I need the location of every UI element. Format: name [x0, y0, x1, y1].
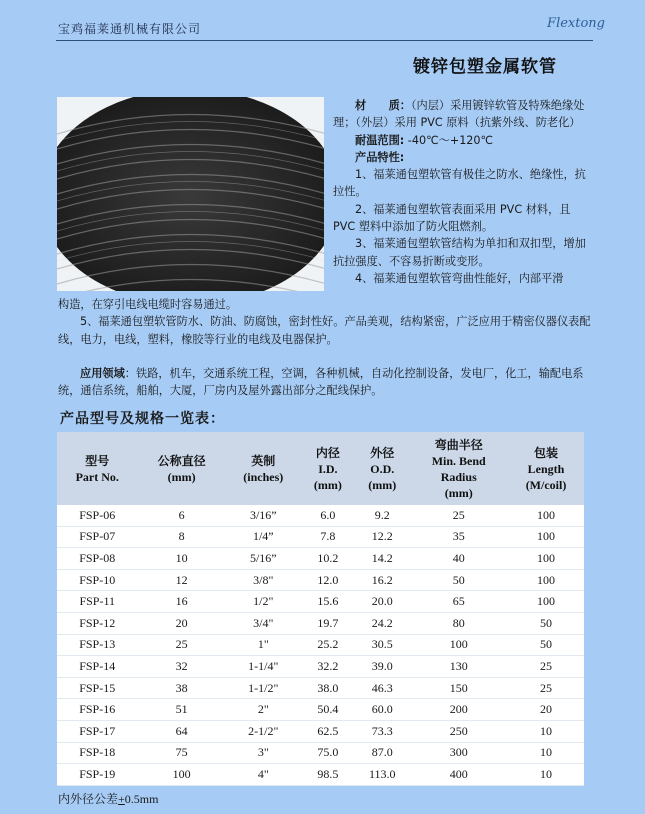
cell-inner-diameter: 10.2 — [301, 548, 355, 570]
cell-nominal-diameter: 10 — [137, 548, 225, 570]
cell-part-no: FSP-06 — [57, 505, 137, 526]
cell-inner-diameter: 32.2 — [301, 656, 355, 678]
cell-nominal-diameter: 75 — [137, 742, 225, 764]
table-row — [57, 569, 584, 591]
cell-inner-diameter: 25.2 — [301, 634, 355, 656]
company-name: 宝鸡福莱通机械有限公司 — [58, 22, 202, 36]
cell-outer-diameter: 24.2 — [355, 612, 409, 634]
cell-bend-radius: 400 — [409, 764, 508, 786]
cell-bend-radius: 100 — [409, 634, 508, 656]
cell-packaging-length: 100 — [508, 548, 584, 570]
cell-bend-radius: 250 — [409, 720, 508, 742]
temperature-label: 耐温范围: — [355, 133, 405, 147]
cell-nominal-diameter: 51 — [137, 699, 225, 721]
cell-part-no: FSP-08 — [57, 548, 137, 570]
cell-inches: 1-1/4" — [226, 656, 301, 678]
column-header-inches: 英制 (inches) — [226, 432, 301, 505]
cell-nominal-diameter: 6 — [137, 505, 225, 526]
cell-outer-diameter: 9.2 — [355, 505, 409, 526]
column-header-inner-diameter: 内径 I.D. (mm) — [301, 432, 355, 505]
material-label: 材 质： — [355, 99, 411, 112]
cell-outer-diameter: 20.0 — [355, 591, 409, 613]
cell-packaging-length: 10 — [508, 742, 584, 764]
cell-nominal-diameter: 25 — [137, 634, 225, 656]
cell-packaging-length: 10 — [508, 764, 584, 786]
cell-inches: 1/4” — [226, 526, 301, 548]
feature-4-continuation — [58, 296, 596, 348]
cell-bend-radius: 150 — [409, 677, 508, 699]
footnote-prefix: 内外径公差 — [58, 792, 119, 806]
cell-packaging-length: 25 — [508, 677, 584, 699]
column-header-nominal-diameter: 公称直径 (mm) — [137, 432, 225, 505]
table-row — [57, 764, 584, 786]
cell-outer-diameter: 113.0 — [355, 764, 409, 786]
cell-nominal-diameter: 16 — [137, 591, 225, 613]
cell-inches: 2" — [226, 699, 301, 721]
cell-outer-diameter: 46.3 — [355, 677, 409, 699]
cell-nominal-diameter: 12 — [137, 569, 225, 591]
cell-part-no: FSP-19 — [57, 764, 137, 786]
cell-outer-diameter: 12.2 — [355, 526, 409, 548]
table-row — [57, 742, 584, 764]
footnote-suffix: 0.5mm — [124, 792, 159, 806]
table-row — [57, 656, 584, 678]
cell-inches: 4" — [226, 764, 301, 786]
cell-bend-radius: 300 — [409, 742, 508, 764]
cell-packaging-length: 100 — [508, 526, 584, 548]
cell-outer-diameter: 87.0 — [355, 742, 409, 764]
cell-nominal-diameter: 100 — [137, 764, 225, 786]
table-row — [57, 612, 584, 634]
cell-bend-radius: 80 — [409, 612, 508, 634]
cell-inches: 3/4" — [226, 612, 301, 634]
table-row — [57, 634, 584, 656]
table-row — [57, 699, 584, 721]
cell-inner-diameter: 6.0 — [301, 505, 355, 526]
cell-packaging-length: 100 — [508, 591, 584, 613]
cell-outer-diameter: 14.2 — [355, 548, 409, 570]
cell-part-no: FSP-16 — [57, 699, 137, 721]
cell-nominal-diameter: 64 — [137, 720, 225, 742]
cell-packaging-length: 25 — [508, 656, 584, 678]
cell-outer-diameter: 39.0 — [355, 656, 409, 678]
cell-inches: 5/16” — [226, 548, 301, 570]
cell-inner-diameter: 38.0 — [301, 677, 355, 699]
cell-part-no: FSP-17 — [57, 720, 137, 742]
table-row — [57, 526, 584, 548]
cell-bend-radius: 130 — [409, 656, 508, 678]
table-row — [57, 720, 584, 742]
cell-part-no: FSP-18 — [57, 742, 137, 764]
cell-inches: 1-1/2" — [226, 677, 301, 699]
table-row — [57, 677, 584, 699]
cell-bend-radius: 50 — [409, 569, 508, 591]
cell-inner-diameter: 15.6 — [301, 591, 355, 613]
cell-nominal-diameter: 8 — [137, 526, 225, 548]
coiled-hose-image — [57, 97, 324, 291]
material-text: （内层）采用镀锌软管及特殊绝缘处理；（外层）采用 PVC 原料（抗紫外线、防老化） — [333, 99, 585, 130]
cell-inner-diameter: 75.0 — [301, 742, 355, 764]
cell-outer-diameter: 60.0 — [355, 699, 409, 721]
cell-inner-diameter: 12.0 — [301, 569, 355, 591]
cell-nominal-diameter: 32 — [137, 656, 225, 678]
cell-nominal-diameter: 20 — [137, 612, 225, 634]
footnote-plusminus: + — [118, 792, 125, 806]
feature-3: 3、福莱通包塑软管结构为单扣和双扣型，增加抗拉强度、不容易折断或变形。 — [333, 237, 586, 268]
column-header-packaging-length: 包装 Length (M/coil) — [508, 432, 584, 505]
feature-5: 5、福莱通包塑软管防水、防油、防腐蚀，密封性好。产品美观，结构紧密，广泛应用于精密仪器仪表配线，电力，电线，塑料，橡胶等行业的电线及电器保护。 — [58, 315, 591, 346]
cell-part-no: FSP-10 — [57, 569, 137, 591]
cell-outer-diameter: 30.5 — [355, 634, 409, 656]
features-label: 产品特性: — [355, 150, 405, 164]
column-header-outer-diameter: 外径 O.D. (mm) — [355, 432, 409, 505]
cell-packaging-length: 50 — [508, 634, 584, 656]
spec-table-title: 产品型号及规格一览表： — [60, 411, 225, 427]
cell-inner-diameter: 19.7 — [301, 612, 355, 634]
application-block — [58, 365, 596, 400]
cell-inner-diameter: 98.5 — [301, 764, 355, 786]
cell-part-no: FSP-11 — [57, 591, 137, 613]
cell-bend-radius: 40 — [409, 548, 508, 570]
cell-packaging-length: 100 — [508, 505, 584, 526]
intro-text-block — [333, 97, 595, 287]
brand-logo-text: Flextong — [547, 16, 605, 31]
feature-4-part1: 4、福莱通包塑软管弯曲性能好，内部平滑 — [355, 271, 564, 285]
table-row — [57, 548, 584, 570]
feature-2: 2、福莱通包塑软管表面采用 PVC 材料，且 PVC 塑料中添加了防火阻燃剂。 — [333, 202, 571, 234]
cell-packaging-length: 10 — [508, 720, 584, 742]
application-label: 应用领域 — [80, 367, 125, 380]
cell-inches: 1/2" — [226, 591, 301, 613]
cell-inner-diameter: 7.8 — [301, 526, 355, 548]
table-row — [57, 591, 584, 613]
cell-bend-radius: 25 — [409, 505, 508, 526]
cell-inches: 1" — [226, 634, 301, 656]
cell-inches: 3/16” — [226, 505, 301, 526]
cell-packaging-length: 100 — [508, 569, 584, 591]
cell-part-no: FSP-07 — [57, 526, 137, 548]
cell-outer-diameter: 16.2 — [355, 569, 409, 591]
cell-part-no: FSP-13 — [57, 634, 137, 656]
cell-inner-diameter: 62.5 — [301, 720, 355, 742]
cell-bend-radius: 35 — [409, 526, 508, 548]
cell-outer-diameter: 73.3 — [355, 720, 409, 742]
cell-packaging-length: 50 — [508, 612, 584, 634]
cell-part-no: FSP-14 — [57, 656, 137, 678]
table-row — [57, 505, 584, 526]
tolerance-footnote — [58, 790, 158, 807]
document-title: 镀锌包塑金属软管 — [413, 57, 557, 77]
spec-table — [57, 432, 584, 786]
cell-packaging-length: 20 — [508, 699, 584, 721]
cell-inches: 3" — [226, 742, 301, 764]
cell-nominal-diameter: 38 — [137, 677, 225, 699]
cell-bend-radius: 65 — [409, 591, 508, 613]
table-header-row — [57, 432, 584, 505]
column-header-bend-radius: 弯曲半径 Min. Bend Radius (mm) — [409, 432, 508, 505]
feature-1: 1、福莱通包塑软管有极佳之防水、绝缘性，抗拉性。 — [333, 168, 586, 199]
cell-inches: 3/8" — [226, 569, 301, 591]
column-header-part-no: 型号 Part No. — [57, 432, 137, 505]
cell-part-no: FSP-12 — [57, 612, 137, 634]
temperature-value: -40℃～+120℃ — [404, 133, 494, 147]
cell-inner-diameter: 50.4 — [301, 699, 355, 721]
cell-inches: 2-1/2" — [226, 720, 301, 742]
cell-bend-radius: 200 — [409, 699, 508, 721]
table-body — [57, 505, 584, 785]
product-photo — [57, 97, 324, 291]
cell-part-no: FSP-15 — [57, 677, 137, 699]
feature-4-part2: 构造，在穿引电线电缆时容易通过。 — [58, 298, 238, 311]
header-divider — [56, 40, 593, 41]
application-text: ：铁路，机车，交通系统工程，空调，各种机械，自动化控制设备，发电厂，化工，输配电系统，通信系统，船舶，大厦，厂房内及屋外露出部分之配线保护。 — [58, 367, 584, 398]
